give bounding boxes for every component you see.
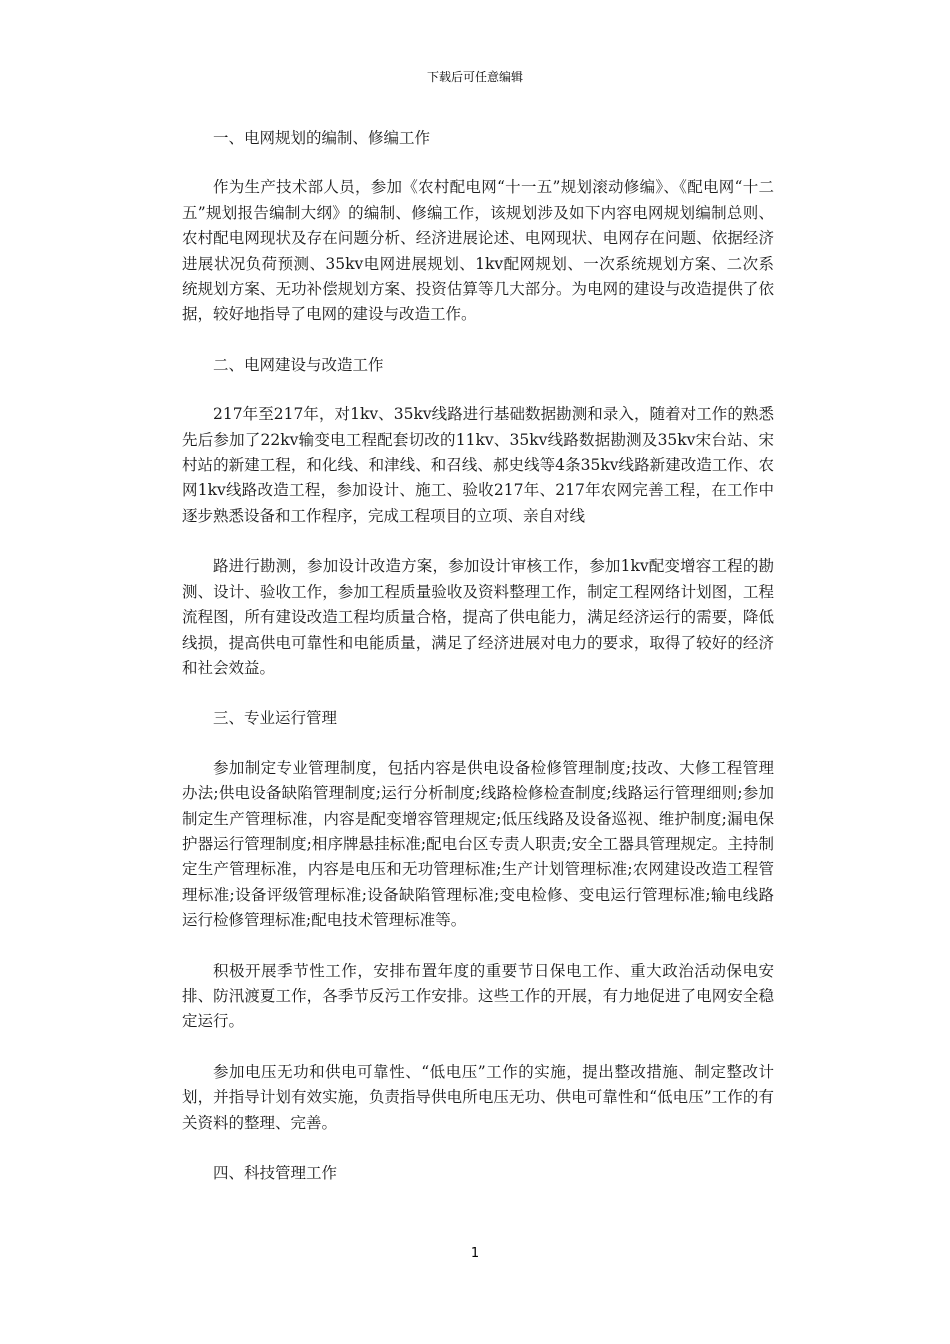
paragraph: 参加电压无功和供电可靠性、“低电压”工作的实施，提出整改措施、制定整改计划，并指导计划有效实施，负责指导供电所电压无功、供电可靠性和“低电压”工作的有关资料的整理、完善。 [182,1062,774,1132]
page-number: 1 [470,1246,480,1261]
section-4 [182,1161,774,1186]
section-heading: 四、科技管理工作 [213,1164,338,1182]
paragraph: 参加制定专业管理制度，包括内容是供电设备检修管理制度;技改、大修工程管理办法;供电设备缺陷管理制度;运行分析制度;线路检修检查制度;线路运行管理细则;参加制定生产管理标准，内容是配变增容管理规定;低压线路及设备巡视、维护制度;漏电保护器运行管理制度;相序牌悬挂标准;配电台区专责人职责;安全工器具管理规定。主持制定生产管理标准，内容是电压和无功管理标准;生产计划管理标准;农网建设改造工程管理标准;设备评级管理标准;设备缺陷管理标准;变电检修、变电运行管理标准;输电线路运行检修管理标准;配电技术管理标准等。 [182,758,774,930]
section-2 [182,353,774,681]
paragraph: 作为生产技术部人员，参加《农村配电网“十一五”规划滚动修编》、《配电网“十二五”规划报告编制大纲》的编制、修编工作，该规划涉及如下内容电网规划编制总则、农村配电网现状及存在问题分析、经济进展论述、电网现状、电网存在问题、依据经济进展状况负荷预测、35kv电网进展规划、1kv配网规划、一次系统规划方案、二次系统规划方案、无功补偿规划方案、投资估算等几大部分。为电网的建设与改造提供了依据，较好地指导了电网的建设与改造工作。 [182,178,774,324]
paragraph: 217年至217年，对1kv、35kv线路进行基础数据勘测和录入，随着对工作的熟悉先后参加了22kv输变电工程配套切改的11kv、35kv线路数据勘测及35kv宋台站、宋村站的新建工程，和化线、和津线、和召线、郝史线等4条35kv线路新建改造工作、农网1kv线路改造工程，参加设计、施工、验收217年、217年农网完善工程，在工作中逐步熟悉设备和工作程序，完成工程项目的立项、亲自对线 [182,405,774,525]
document-body [182,126,774,1210]
section-3 [182,706,774,1136]
paragraph: 积极开展季节性工作，安排布置年度的重要节日保电工作、重大政治活动保电安排、防汛渡夏工作，各季节反污工作安排。这些工作的开展，有力地促进了电网安全稳定运行。 [182,961,774,1031]
section-1 [182,126,774,328]
section-heading: 一、电网规划的编制、修编工作 [213,129,431,147]
header-note: 下载后可任意编辑 [426,70,523,84]
section-heading: 三、专业运行管理 [213,709,338,728]
paragraph: 路进行勘测，参加设计改造方案，参加设计审核工作，参加1kv配变增容工程的勘测、设计、验收工作，参加工程质量验收及资料整理工作，制定工程网络计划图，工程流程图，所有建设改造工程均质量合格，提高了供电能力，满足经济运行的需要，降低线损，提高供电可靠性和电能质量，满足了经济进展对电力的要求，取得了较好的经济和社会效益。 [182,557,774,677]
section-heading: 二、电网建设与改造工作 [213,355,384,374]
